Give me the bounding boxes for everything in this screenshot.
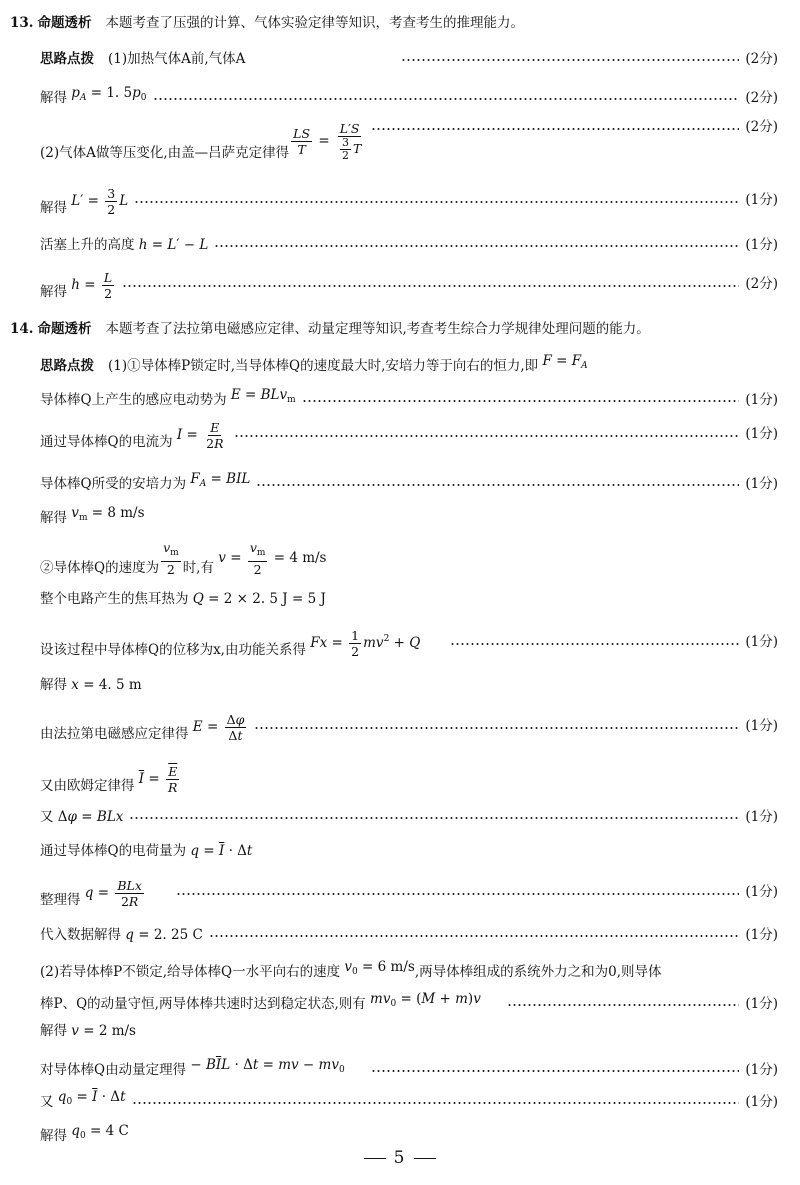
q14-formula-momentum: $mv_0 = (M + m)v$ [370,991,481,1009]
q14-line-20 [40,1088,778,1111]
q13-hint-label: 思路点拨 [40,51,94,67]
q14-formula-emf: E = BLv$_m$ [230,387,296,405]
q14-line-4-text: 导体棒Q所受的安培力为 [40,476,187,492]
q14-formula-q-simplified: q = $\frac{\text{BLx}}{2R}$ [84,878,142,909]
score-label: (1分) [745,426,778,442]
leader-dots [122,283,739,289]
leader-dots [302,398,740,404]
score-label: (2分) [745,90,778,106]
leader-dots [153,96,740,102]
q14-formula-f: $F = F_A$ [542,353,588,371]
q14-line-19-text: 对导体棒Q由动量定理得 [40,1062,187,1078]
q14-label: 命题透析 [37,321,92,337]
q13-line-3 [40,118,778,162]
q14-number: 14. [10,321,34,337]
q14-line-18-text: 解得 [40,1023,67,1039]
score-label: (1分) [745,1094,778,1110]
score-label: (1分) [745,718,778,734]
q14-line-2-text: 导体棒Q上产生的感应电动势为 [40,392,227,408]
q14-header [10,320,650,338]
score-label: (1分) [745,809,778,825]
q14-line-5 [40,504,145,527]
q14-formula-dphi: Δφ = BLx [53,809,124,825]
q14-line-17 [40,990,778,1013]
q14-formula-v0: $v_0 = 6$ m/s [344,959,415,977]
leader-dots [507,1002,740,1008]
q14-line-20-text: 又 [40,1094,54,1110]
q13-line-6-text: 解得 [40,284,67,300]
q14-line-21-text: 解得 [40,1128,67,1144]
leader-dots [214,243,739,249]
q14-line-10-text: 由法拉第电磁感应定律得 [40,726,189,742]
q14-line-18 [40,1022,136,1040]
q13-formula-h: h = L′ − L [138,237,209,253]
footer-dash-left [364,1158,386,1159]
q14-line-16 [40,958,661,981]
q13-line-3-text: (2)气体A做等压变化,由盖—吕萨克定律得 [40,145,290,161]
q14-line-15-text: 代入数据解得 [40,927,121,943]
q14-formula-v: v = $\frac{v_m}{2}$ = 4 m/s [218,540,327,577]
q14-formula-current: I = $\frac{E}{2R}$ [176,420,224,451]
q13-formula-lprime: L′ = $\frac{3}{2}$ L [71,186,129,217]
q14-line-14 [40,878,778,909]
q14-line-15 [40,926,778,944]
q14-formula-impulse: − $B\overline{I}L \cdot \Delta t$ = mv − $mv_0$ [186,1057,345,1075]
leader-dots [371,1068,740,1074]
q14-formula-x: x = 4. 5 m [71,677,142,693]
score-label: (1分) [745,237,778,253]
q14-line-5-text: 解得 [40,510,67,526]
q14-formula-ohm: $\overline{I}$ = $\frac{\overline{E}}{R}$ [138,764,178,795]
q14-formula-q0-value: $q_0 = 4$ C [71,1123,129,1141]
q14-line-11-text: 又由欧姆定律得 [40,778,135,794]
q14-formula-q-value: q = 2. 25 C [125,927,203,943]
q14-formula-heat: Q = 2 × 2. 5 J = 5 J [192,591,326,607]
score-label: (1分) [745,927,778,943]
score-label: (1分) [745,996,778,1012]
score-label: (1分) [745,192,778,208]
q13-line-5 [40,236,778,254]
leader-dots [401,57,739,63]
q13-line-4-text: 解得 [40,200,67,216]
q14-line-1 [40,352,588,375]
page-footer [0,1148,800,1168]
leader-dots [209,933,740,939]
score-label: (1分) [745,1062,778,1078]
q14-hint-label: 思路点拨 [40,358,94,374]
leader-dots [254,725,739,731]
q14-line-9 [40,676,142,694]
q14-line-8 [40,628,778,659]
q13-label: 命题透析 [37,15,92,31]
q14-line-4 [40,470,778,493]
q13-line-1 [40,50,778,68]
q13-formula-h-result: h = $\frac{L}{2}$ [71,270,113,301]
q14-line-2 [40,386,778,409]
q14-line-16b-text: ,两导体棒组成的系统外力之和为0,则导体 [414,964,662,980]
q13-formula-pa: $p_A = 1$. $5p_0$ [71,85,147,103]
q14-line-6 [40,540,327,577]
q14-line-9-text: 解得 [40,677,67,693]
q14-line-6a-text: ②导体棒Q的速度为 [40,560,160,576]
leader-dots [176,891,739,897]
score-label: (1分) [745,392,778,408]
q13-line-2 [40,84,778,107]
q14-line-19 [40,1056,778,1079]
q13-line-1-text: (1)加热气体A前,气体A [108,51,246,67]
q14-line-21 [40,1122,129,1145]
leader-dots [134,199,739,205]
leader-dots [132,1100,740,1106]
q14-line-11 [40,764,181,795]
q14-line-8-text: 设该过程中导体棒Q的位移为x,由功能关系得 [40,642,306,658]
q14-formula-charge: $q = \overline{I} \cdot \Delta t$ [190,843,253,859]
q14-line-13-text: 通过导体棒Q的电荷量为 [40,843,187,859]
q14-line-13 [40,842,252,860]
score-label: (2分) [745,119,778,135]
q14-formula-q0: $q_0 = \overline{I} \cdot \Delta t$ [57,1089,126,1107]
q14-line-17-text: 棒P、Q的动量守恒,两导体棒共速时达到稳定状态,则有 [40,996,366,1012]
q14-line-6b-text: 时,有 [182,560,214,576]
q13-line-2-text: 解得 [40,90,67,106]
q13-line-5-text: 活塞上升的高度 [40,237,135,253]
q13-number: 13. [10,15,34,31]
footer-dash-right [414,1158,436,1159]
page-number: 5 [393,1148,407,1168]
q14-line-1-text: (1)①导体棒P锁定时,当导体棒Q的速度最大时,安培力等于向右的恒力,即 [108,358,539,374]
q14-line-14-text: 整理得 [40,892,81,908]
q14-formula-v-final: v = 2 m/s [71,1023,136,1039]
score-label: (2分) [745,51,778,67]
q14-line-12-text: 又 [40,809,54,825]
score-label: (1分) [745,884,778,900]
q14-line-16-text: (2)若导体棒P不锁定,给导体棒Q一水平向右的速度 [40,964,341,980]
q13-header [10,14,524,32]
q14-line-10 [40,712,778,743]
q13-intro: 本题考查了压强的计算、气体实验定律等知识，考查考生的推理能力。 [105,15,524,31]
leader-dots [129,815,739,821]
q14-formula-energy: Fx = $\frac{1}{2}$ $mv^2 + Q$ [310,628,421,659]
q14-formula-ampere: $F_A$ = BIL [190,471,251,489]
leader-dots [371,126,739,132]
q13-formula-gaylussac: $\frac{LS}{T}$ = L′S $\frac{3}{2}$ T [293,121,362,162]
q14-line-7-text: 整个电路产生的焦耳热为 [40,591,189,607]
q14-line-3-text: 通过导体棒Q的电流为 [40,434,173,450]
score-label: (1分) [745,476,778,492]
leader-dots [256,482,739,488]
q14-formula-vm: $v_m = 8$ m/s [71,505,145,523]
q14-formula-faraday: E = $\frac{\Delta\varphi}{\Delta t}$ [192,712,245,743]
q14-formula-half-vm: $\frac{v_m}{2}$ [163,540,179,577]
q14-line-3 [40,420,778,451]
q14-line-12 [40,808,778,826]
score-label: (2分) [745,276,778,292]
leader-dots [234,433,740,439]
q13-line-4 [40,186,778,217]
q14-intro: 本题考查了法拉第电磁感应定律、动量定理等知识,考查考生综合力学规律处理问题的能力。 [105,321,650,337]
q14-line-7 [40,590,326,608]
q13-line-6 [40,270,778,301]
score-label: (1分) [745,634,778,650]
leader-dots [450,641,739,647]
